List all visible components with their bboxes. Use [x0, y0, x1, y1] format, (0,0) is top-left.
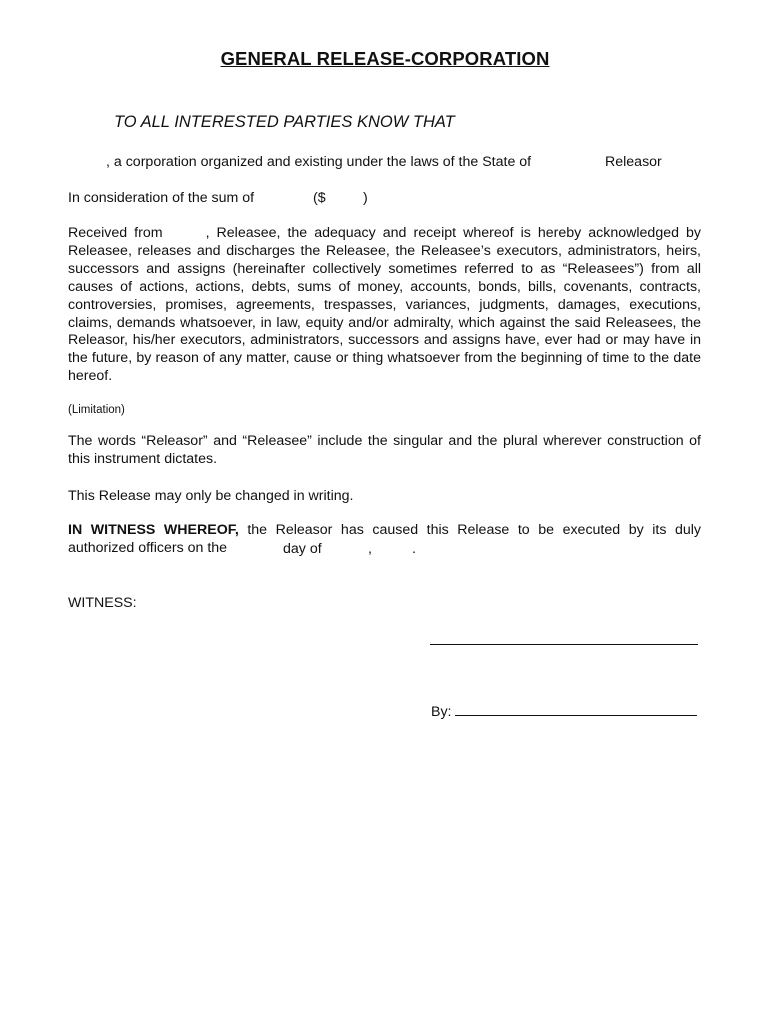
release-paragraph [68, 225, 701, 386]
corporation-line: , a corporation organized and existing under the laws of the State of [106, 154, 532, 170]
witness-whereof-paragraph [68, 522, 701, 558]
document-title: GENERAL RELEASE-CORPORATION [220, 48, 550, 69]
releasor-label: Releasor [605, 154, 662, 170]
change-paragraph: This Release may only be changed in writing. [68, 488, 354, 504]
day-of-label: day of [283, 541, 322, 557]
by-label: By: [431, 704, 452, 720]
intro-heading: TO ALL INTERESTED PARTIES KNOW THAT [114, 113, 455, 131]
witness-label: WITNESS: [68, 595, 137, 611]
dollar-close: ) [363, 190, 368, 206]
by-signature-row [431, 702, 697, 721]
by-signature-line[interactable] [455, 702, 697, 716]
date-period: . [412, 541, 416, 557]
date-comma: , [368, 541, 372, 557]
limitation-note: (Limitation) [68, 404, 125, 416]
received-from-body: , Releasee, the adequacy and receipt whereof is hereby acknowledged by Releasee, releases and discharges the Releasee, the Releasee’s executors, administrators, heirs, successors and assigns (hereinafter collectively sometimes referred to as “Releasees”) from all causes of actions, actions, debts, sums of money, accounts, bonds, bills, covenants, contracts, controversies, promises, agreements, trespasses, variances, judgments, damages, executions, claims, demands whatsoever, in law, equity and/or admiralty, which against the said Releasees, the Releasor, his/her executors, administrators, successors and assigns have, ever had or may have in the future, by reason of any matter, cause or thing whatsoever from the beginning of time to the date hereof. [68, 225, 702, 385]
words-paragraph: The words “Releasor” and “Releasee” include the singular and the plural wherever construction of this instrument dictates. [68, 433, 701, 467]
witness-whereof-body: the Releasor has caused this Release to be executed by its duly authorized officers on the [68, 522, 701, 556]
dollar-open: ($ [313, 190, 326, 206]
received-from-prefix: Received from [68, 225, 163, 241]
witness-whereof-bold: IN WITNESS WHEREOF, [68, 522, 239, 538]
consideration-line: In consideration of the sum of [68, 190, 255, 206]
signature-line[interactable] [430, 644, 698, 645]
